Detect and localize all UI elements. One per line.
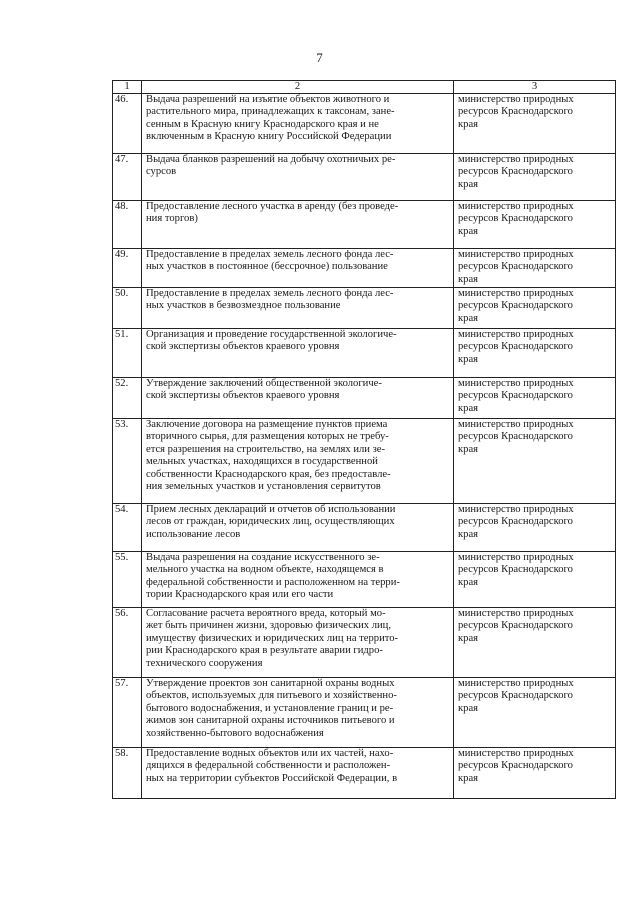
column-header-2: 2: [142, 81, 454, 94]
row-number: 53.: [113, 419, 142, 504]
service-description: Выдача разрешений на изъятие объектов животного и растительного мира, принадлежащих к таксонам, зане- сенным в Красную книгу Краснодарского края и не включенным в Красную книгу Российской Федерации: [142, 94, 454, 154]
responsible-authority: министерство природных ресурсов Краснодарского края: [454, 94, 616, 154]
table-header-row: [113, 81, 616, 94]
table-row: [113, 552, 616, 608]
table-row: [113, 419, 616, 504]
responsible-authority: министерство природных ресурсов Краснодарского края: [454, 288, 616, 329]
row-number: 57.: [113, 678, 142, 748]
responsible-authority: министерство природных ресурсов Краснодарского края: [454, 378, 616, 419]
table-row: [113, 288, 616, 329]
table-row: [113, 154, 616, 201]
service-description: Согласование расчета вероятного вреда, который мо- жет быть причинен жизни, здоровью физических лиц, имуществу физических и юридических лиц на террито- рии Краснодарского края в результате аварии гидро- технического сооружения: [142, 608, 454, 678]
table-row: [113, 678, 616, 748]
services-table: [112, 80, 616, 799]
row-number: 48.: [113, 201, 142, 249]
row-number: 47.: [113, 154, 142, 201]
column-header-3: 3: [454, 81, 616, 94]
row-number: 55.: [113, 552, 142, 608]
responsible-authority: министерство природных ресурсов Краснодарского края: [454, 154, 616, 201]
row-number: 50.: [113, 288, 142, 329]
service-description: Заключение договора на размещение пунктов приема вторичного сырья, для размещения которых не требу- ется разрешения на строительство, на землях или зе- мельных участках, находящихся в государственной собственности Краснодарского края, без предоставле- ния земельных участков и установления сервитутов: [142, 419, 454, 504]
row-number: 46.: [113, 94, 142, 154]
column-header-1: 1: [113, 81, 142, 94]
table-row: [113, 94, 616, 154]
responsible-authority: министерство природных ресурсов Краснодарского края: [454, 419, 616, 504]
row-number: 54.: [113, 504, 142, 552]
row-number: 58.: [113, 748, 142, 799]
row-number: 49.: [113, 249, 142, 288]
responsible-authority: министерство природных ресурсов Краснодарского края: [454, 608, 616, 678]
page-number: 7: [316, 50, 323, 65]
table-row: [113, 329, 616, 378]
service-description: Утверждение заключений общественной экологиче- ской экспертизы объектов краевого уровня: [142, 378, 454, 419]
table-row: [113, 378, 616, 419]
responsible-authority: министерство природных ресурсов Краснодарского края: [454, 748, 616, 799]
table-row: [113, 201, 616, 249]
service-description: Предоставление в пределах земель лесного фонда лес- ных участков в постоянное (бессрочное) пользование: [142, 249, 454, 288]
responsible-authority: министерство природных ресурсов Краснодарского края: [454, 552, 616, 608]
table-row: [113, 249, 616, 288]
service-description: Выдача бланков разрешений на добычу охотничьих ре- сурсов: [142, 154, 454, 201]
row-number: 56.: [113, 608, 142, 678]
service-description: Утверждение проектов зон санитарной охраны водных объектов, используемых для питьевого и хозяйственно- бытового водоснабжения, и установление границ и ре- жимов зон санитарной охраны источников питьевого и хозяйственно-бытового водоснабжения: [142, 678, 454, 748]
responsible-authority: министерство природных ресурсов Краснодарского края: [454, 678, 616, 748]
responsible-authority: министерство природных ресурсов Краснодарского края: [454, 249, 616, 288]
service-description: Организация и проведение государственной экологиче- ской экспертизы объектов краевого уровня: [142, 329, 454, 378]
responsible-authority: министерство природных ресурсов Краснодарского края: [454, 201, 616, 249]
responsible-authority: министерство природных ресурсов Краснодарского края: [454, 504, 616, 552]
responsible-authority: министерство природных ресурсов Краснодарского края: [454, 329, 616, 378]
table-row: [113, 608, 616, 678]
table-row: [113, 748, 616, 799]
service-description: Предоставление лесного участка в аренду (без проведе- ния торгов): [142, 201, 454, 249]
service-description: Предоставление водных объектов или их частей, нахо- дящихся в федеральной собственности и расположен- ных на территории субъектов Российской Федерации, в: [142, 748, 454, 799]
table-row: [113, 504, 616, 552]
service-description: Прием лесных деклараций и отчетов об использовании лесов от граждан, юридических лиц, осуществляющих использование лесов: [142, 504, 454, 552]
service-description: Выдача разрешения на создание искусственного зе- мельного участка на водном объекте, находящемся в федеральной собственности и расположенном на терри- тории Краснодарского края или его части: [142, 552, 454, 608]
row-number: 51.: [113, 329, 142, 378]
row-number: 52.: [113, 378, 142, 419]
service-description: Предоставление в пределах земель лесного фонда лес- ных участков в безвозмездное пользование: [142, 288, 454, 329]
